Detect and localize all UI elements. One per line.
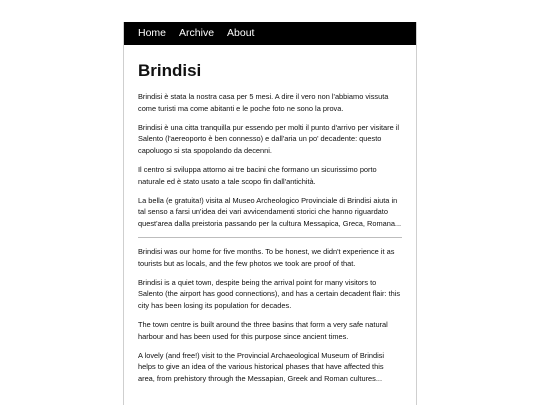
post-title: Brindisi [138,61,202,80]
english-paragraph-2: Brindisi is a quiet town, despite being the arrival point for many visitors to Salento (the airport has good connections), and has a certain decadent flair: this city has been losing its population for decades. [138,277,401,310]
italian-paragraph-4: La bella (e gratuita!) visita al Museo Archeologico Provinciale di Brindisi aiuta in tal senso a farsi un'idea dei vari avvicendamenti storici che hanno riguardato quest'area dalla preistoria passando per la cultura Messapica, Greca, Romana... [138,195,402,228]
language-divider [138,237,402,238]
nav-archive-link[interactable]: Archive [179,27,215,39]
post-content [124,45,416,384]
italian-paragraph-3: Il centro si sviluppa attorno ai tre bacini che formano un sicurissimo porto naturale ed è stato usato a tale scopo fin dall'antichità. [138,164,377,186]
nav-about-link[interactable]: About [227,27,255,39]
english-paragraph-3: The town centre is built around the three basins that form a very safe natural harbour and has been used for this purpose since ancient times. [138,319,388,341]
top-nav [124,22,416,45]
english-paragraph-4: A lovely (and free!) visit to the Provincial Archaeological Museum of Brindisi helps to give an idea of the various historical phases that have affected this area, from prehistory through the Messapian, Greek and Roman cultures... [138,350,385,383]
italian-section [138,91,402,229]
italian-paragraph-1: Brindisi è stata la nostra casa per 5 mesi. A dire il vero non l'abbiamo vissuta come turisti ma come abitanti e le poche foto ne sono la prova. [138,92,389,113]
english-section [138,246,402,384]
nav-home-link[interactable]: Home [138,27,167,39]
english-paragraph-1: Brindisi was our home for five months. To be honest, we didn't experience it as tourists but as locals, and the few photos we took are proof of that. [138,246,395,268]
page-frame [123,22,417,405]
italian-paragraph-2: Brindisi è una citta tranquilla pur essendo per molti il punto d'arrivo per visitare il Salento (l'aereoporto è ben connesso) e dall'aria un po' decadente: questo capoluogo si sta spopolando da decenni. [138,122,400,155]
